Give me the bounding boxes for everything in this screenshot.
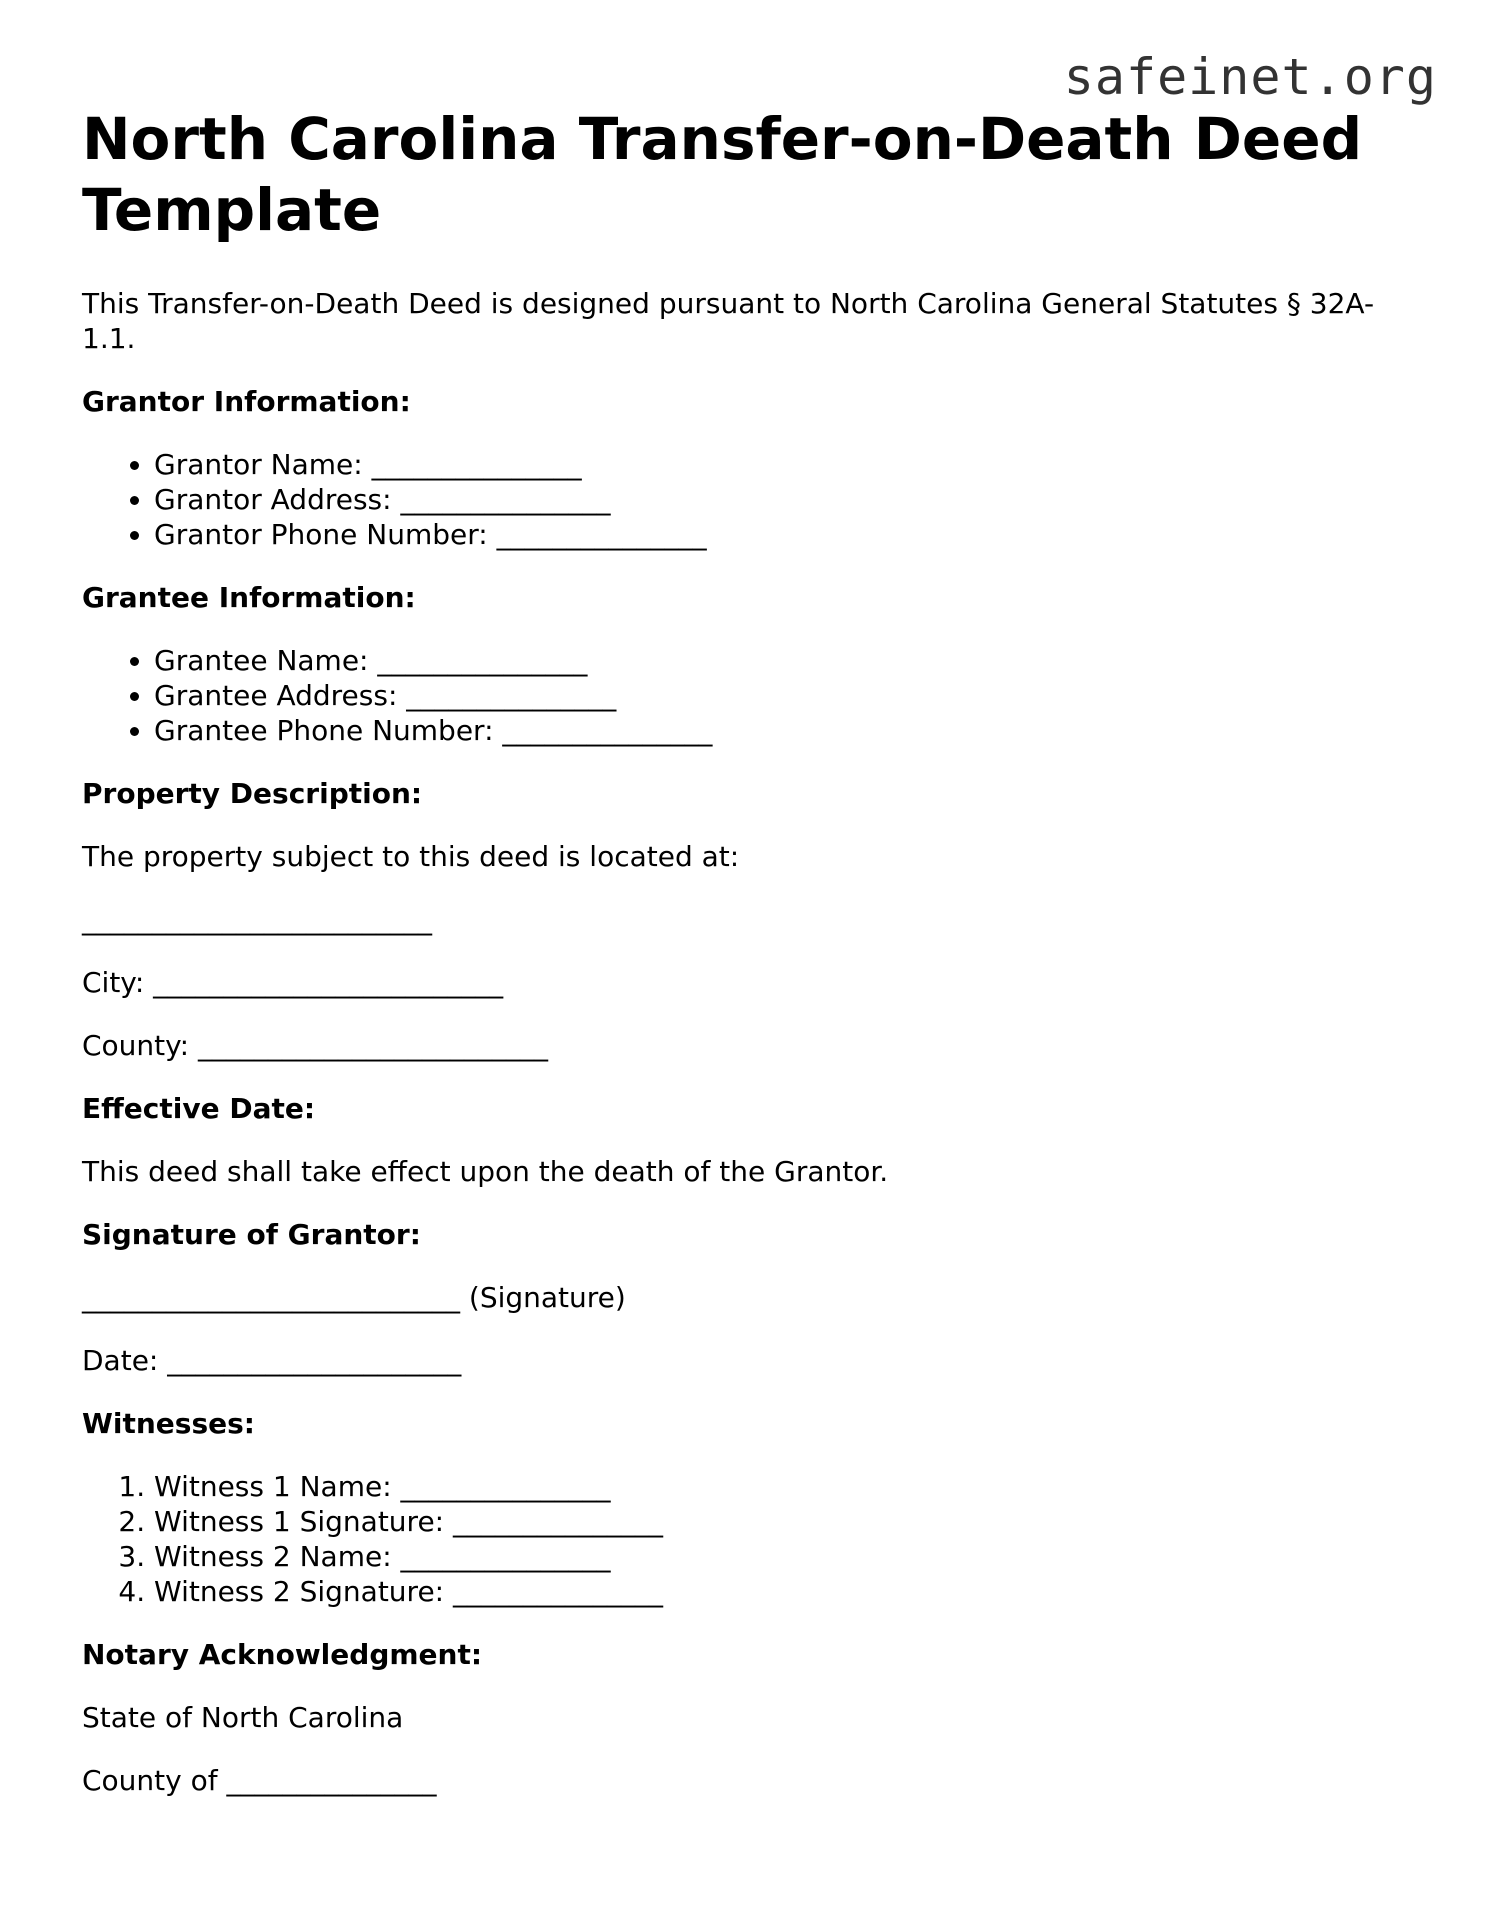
list-item: • Grantor Name: _______________ [154,447,1412,482]
notary-state: State of North Carolina [82,1701,404,1734]
notary-county: County of _______________ [82,1764,437,1797]
effective-date-heading: Effective Date: [82,1092,316,1125]
list-item: 2. Witness 1 Signature: _______________ [154,1504,1412,1539]
grantor-heading: Grantor Information: [82,385,411,418]
effective-date-text: This deed shall take effect upon the death of the Grantor. [82,1155,889,1188]
signature-line: ___________________________ (Signature) [82,1281,626,1314]
list-item: • Grantee Address: _______________ [154,678,1412,713]
grantee-list [82,643,1412,748]
list-item: • Grantee Name: _______________ [154,643,1412,678]
document-page [82,104,1412,1798]
list-item: 4. Witness 2 Signature: _______________ [154,1574,1412,1609]
property-text: The property subject to this deed is located at: [82,840,740,873]
property-county: County: _________________________ [82,1029,549,1062]
witnesses-heading: Witnesses: [82,1407,255,1440]
property-address-line: _________________________ [82,903,432,936]
page-title: North Carolina Transfer-on-Death Deed Template [82,105,1363,244]
list-item: 3. Witness 2 Name: _______________ [154,1539,1412,1574]
property-heading: Property Description: [82,777,423,810]
signature-date: Date: _____________________ [82,1344,462,1377]
property-city: City: _________________________ [82,966,504,999]
list-item: 1. Witness 1 Name: _______________ [154,1469,1412,1504]
grantee-heading: Grantee Information: [82,581,416,614]
list-item: • Grantor Phone Number: _______________ [154,517,1412,552]
list-item: • Grantee Phone Number: _______________ [154,713,1412,748]
intro-text: This Transfer-on-Death Deed is designed pursuant to North Carolina General Statutes § 32A-1.1. [82,287,1375,355]
list-item: • Grantor Address: _______________ [154,482,1412,517]
signature-heading: Signature of Grantor: [82,1218,421,1251]
notary-heading: Notary Acknowledgment: [82,1638,483,1671]
grantor-list [82,447,1412,552]
watermark: safeinet.org [1063,48,1437,106]
witnesses-list [82,1469,1412,1609]
